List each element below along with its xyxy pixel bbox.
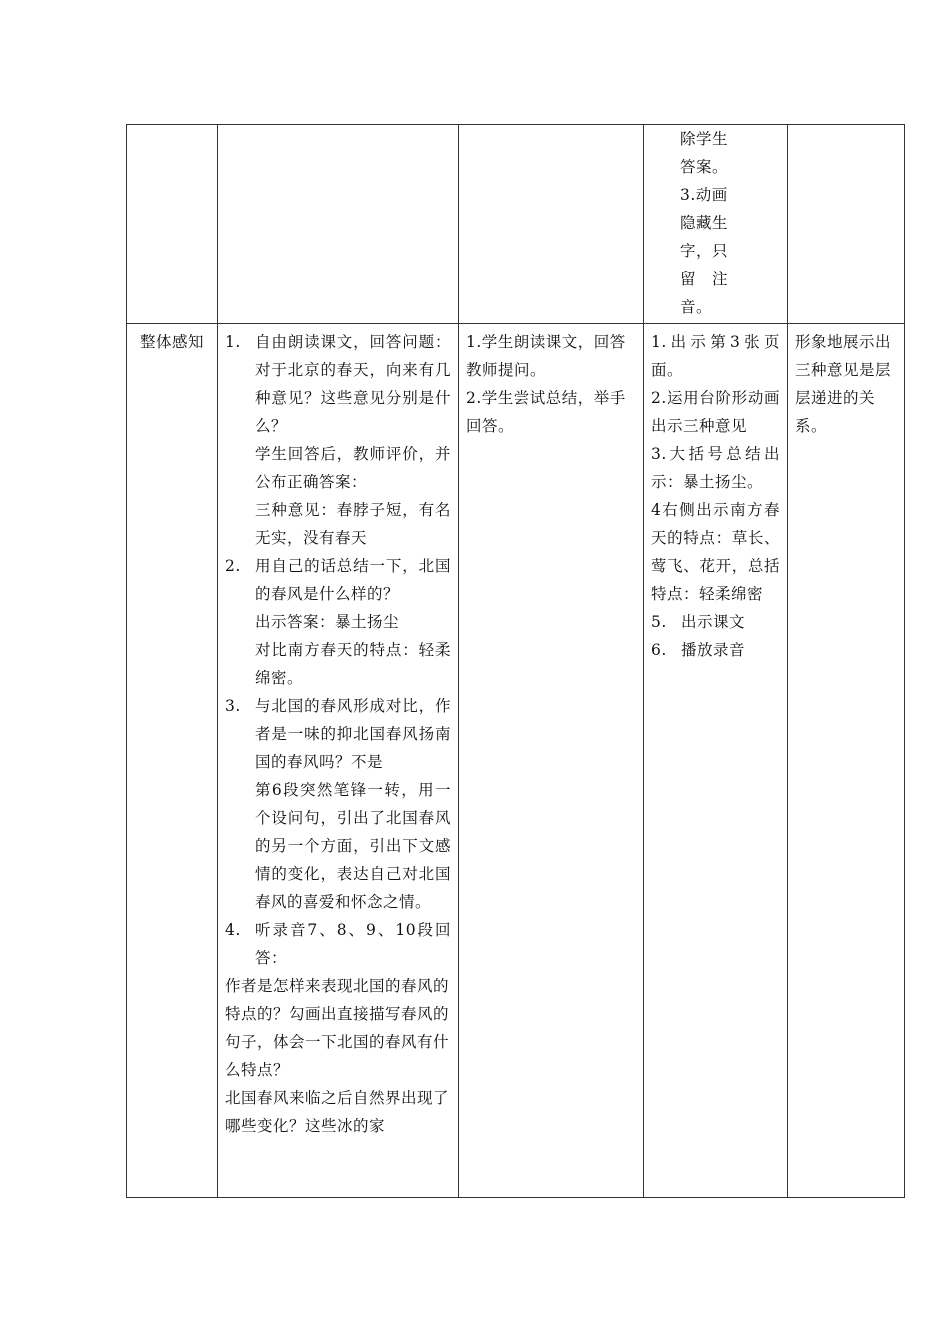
cell-student bbox=[459, 125, 644, 324]
media-line: 音。 bbox=[680, 298, 713, 316]
cell-stage bbox=[127, 324, 218, 1198]
media-line: 答案。 bbox=[680, 158, 729, 176]
media-line: 隐藏生 bbox=[680, 214, 729, 232]
list-item: 1. 自由朗读课文，回答问题：对于北京的春天，向来有几种意见？这些意见分别是什么？ 学生回答后，教师评价，并公布正确答案： 三种意见：春脖子短，有名无实，没有春天 bbox=[225, 333, 451, 547]
list-item: 5. 出示课文 bbox=[651, 613, 746, 631]
cell-teacher bbox=[218, 125, 459, 324]
lesson-plan-table bbox=[126, 124, 905, 1198]
list-item: 4. 听录音7、8、9、10段回答： bbox=[225, 921, 451, 967]
cell-media bbox=[644, 324, 788, 1198]
teacher-activity-list bbox=[225, 328, 451, 972]
table-row bbox=[127, 125, 905, 324]
student-activity: 2.学生尝试总结，举手回答。 bbox=[466, 389, 626, 435]
list-item: 6. 播放录音 bbox=[651, 641, 746, 659]
stage-label: 整体感知 bbox=[139, 333, 204, 351]
cell-stage bbox=[127, 125, 218, 324]
cell-media bbox=[644, 125, 788, 324]
media-line: 4右侧出示南方春天的特点：草长、莺飞、花开，总括特点：轻柔绵密 bbox=[651, 501, 780, 603]
list-item: 3. 与北国的春风形成对比，作者是一味的抑北国春风扬南国的春风吗？不是 第6段突然笔锋一转，用一个设问句，引出了北国春风的另一个方面，引出下文感情的变化，表达自己对北国春风的喜爱和怀念之情。 bbox=[225, 697, 451, 911]
cell-student bbox=[459, 324, 644, 1198]
media-line: 字，只 bbox=[680, 242, 729, 260]
list-item: 2. 用自己的话总结一下，北国的春风是什么样的？ 出示答案：暴土扬尘 对比南方春天的特点：轻柔绵密。 bbox=[225, 557, 451, 687]
design-purpose: 形象地展示出三种意见是层层递进的关系。 bbox=[795, 333, 892, 435]
cell-purpose bbox=[788, 324, 905, 1198]
media-line: 除学生 bbox=[680, 130, 729, 148]
media-line: 1.出示第3张页面。 bbox=[651, 333, 780, 379]
cell-purpose bbox=[788, 125, 905, 324]
cell-teacher bbox=[218, 324, 459, 1198]
media-line: 留 注 bbox=[680, 270, 729, 288]
table-row bbox=[127, 324, 905, 1198]
media-line: 3.大括号总结出示：暴土扬尘。 bbox=[651, 445, 780, 491]
student-activity: 1.学生朗读课文，回答教师提问。 bbox=[466, 333, 626, 379]
teacher-question: 北国春风来临之后自然界出现了哪些变化？这些冰的家 bbox=[225, 1089, 450, 1135]
media-line: 3.动画 bbox=[680, 186, 728, 204]
media-line: 2.运用台阶形动画出示三种意见 bbox=[651, 389, 780, 435]
teacher-question: 作者是怎样来表现北国的春风的特点的？勾画出直接描写春风的句子，体会一下北国的春风有什么特点？ bbox=[225, 977, 450, 1079]
